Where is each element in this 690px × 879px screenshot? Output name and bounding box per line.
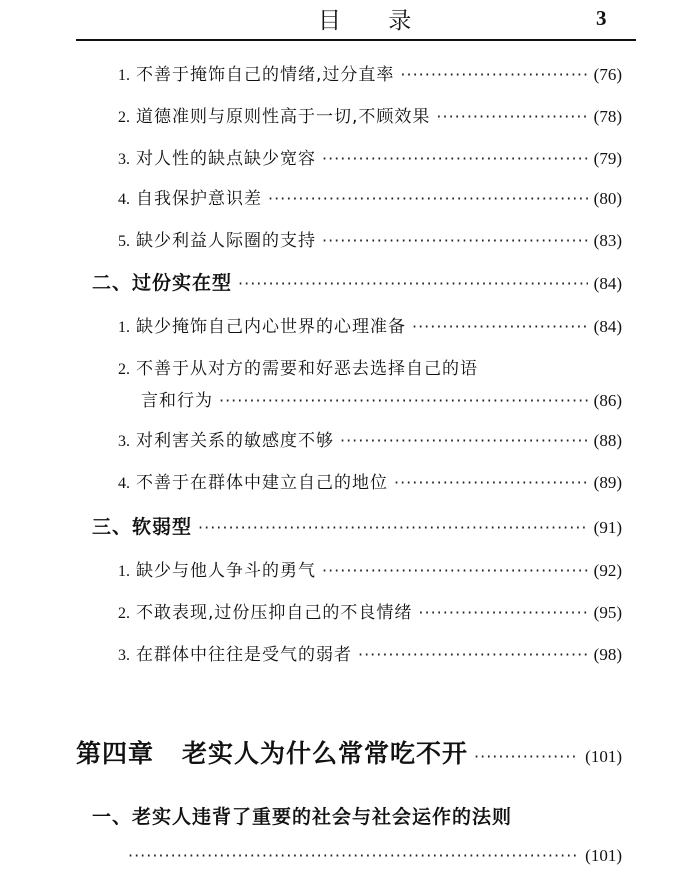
entry-title: 不善于在群体中建立自己的地位 [136, 473, 388, 493]
dot-leader [394, 473, 588, 492]
toc-section [92, 512, 622, 540]
toc-section [92, 802, 622, 830]
dot-leader [412, 317, 588, 336]
toc-entry [118, 312, 622, 340]
toc-chapter [76, 734, 622, 770]
toc-entry [118, 640, 622, 668]
chapter-title: 老实人为什么常常吃不开 [182, 739, 469, 768]
toc-section [92, 268, 622, 296]
page-number: 3 [596, 6, 607, 30]
entry-title-continuation: 言和行为 [141, 391, 213, 411]
entry-title: 不善于从对方的需要和好恶去选择自己的语 [136, 359, 478, 379]
dot-leader [198, 518, 588, 537]
dot-leader [358, 645, 588, 664]
dot-leader [322, 561, 588, 580]
entry-page: (98) [593, 645, 622, 664]
entry-number: 1. [118, 563, 130, 580]
dot-leader [322, 231, 588, 250]
section-page: (84) [593, 274, 622, 293]
entry-page: (86) [593, 391, 622, 410]
dot-leader [128, 846, 579, 865]
entry-number: 4. [118, 191, 130, 208]
toc-section-continuation [128, 846, 622, 874]
entry-number: 2. [118, 109, 130, 126]
entry-page: (84) [593, 317, 622, 336]
toc-entry [118, 556, 622, 584]
toc-entry [118, 354, 622, 382]
section-title: 一、老实人违背了重要的社会与社会运作的法则 [92, 806, 513, 828]
dot-leader [322, 149, 588, 168]
entry-number: 3. [118, 433, 130, 450]
page-header [0, 0, 690, 40]
entry-number: 1. [118, 67, 130, 84]
dot-leader [474, 747, 579, 766]
toc-entry [118, 144, 622, 172]
entry-title: 对利害关系的敏感度不够 [136, 431, 334, 451]
dot-leader [400, 65, 587, 84]
toc-entry [118, 468, 622, 496]
section-page: (91) [593, 518, 622, 537]
entry-page: (88) [593, 431, 622, 450]
entry-page: (80) [593, 189, 622, 208]
dot-leader [418, 603, 587, 622]
entry-title: 不善于掩饰自己的情绪,过分直率 [136, 65, 395, 85]
toc-entry-continuation [141, 386, 622, 414]
entry-page: (89) [593, 473, 622, 492]
entry-number: 4. [118, 475, 130, 492]
section-title: 三、软弱型 [92, 516, 193, 538]
entry-title: 自我保护意识差 [136, 189, 262, 209]
toc-entry [118, 426, 622, 454]
entry-title: 不敢表现,过份压抑自己的不良情绪 [136, 603, 413, 623]
entry-page: (78) [593, 107, 622, 126]
entry-number: 2. [118, 605, 130, 622]
entry-number: 1. [118, 319, 130, 336]
entry-page: (79) [593, 149, 622, 168]
toc-entry [118, 102, 622, 130]
entry-title: 对人性的缺点缺少宽容 [136, 149, 316, 169]
entry-page: (92) [593, 561, 622, 580]
toc-entry [118, 598, 622, 626]
dot-leader [219, 391, 588, 410]
dot-leader [340, 431, 588, 450]
entry-number: 5. [118, 233, 130, 250]
entry-page: (76) [593, 65, 622, 84]
dot-leader [436, 107, 587, 126]
entry-title: 道德准则与原则性高于一切,不顾效果 [136, 107, 431, 127]
entry-title: 缺少利益人际圈的支持 [136, 231, 316, 251]
entry-title: 缺少与他人争斗的勇气 [136, 561, 316, 581]
chapter-page: (101) [585, 747, 622, 766]
dot-leader [238, 274, 588, 293]
chapter-label: 第四章 [76, 739, 155, 768]
section-page: (101) [585, 846, 622, 865]
header-title: 目 录 [318, 8, 432, 34]
entry-number: 3. [118, 151, 130, 168]
entry-title: 在群体中往往是受气的弱者 [136, 645, 352, 665]
section-title: 二、过份实在型 [92, 272, 233, 294]
entry-number: 2. [118, 361, 130, 378]
toc-entry [118, 60, 622, 88]
header-rule [76, 39, 636, 41]
dot-leader [268, 189, 588, 208]
toc-entry [118, 184, 622, 212]
entry-number: 3. [118, 647, 130, 664]
entry-page: (83) [593, 231, 622, 250]
entry-title: 缺少掩饰自己内心世界的心理准备 [136, 317, 406, 337]
toc-entry [118, 226, 622, 254]
entry-page: (95) [593, 603, 622, 622]
